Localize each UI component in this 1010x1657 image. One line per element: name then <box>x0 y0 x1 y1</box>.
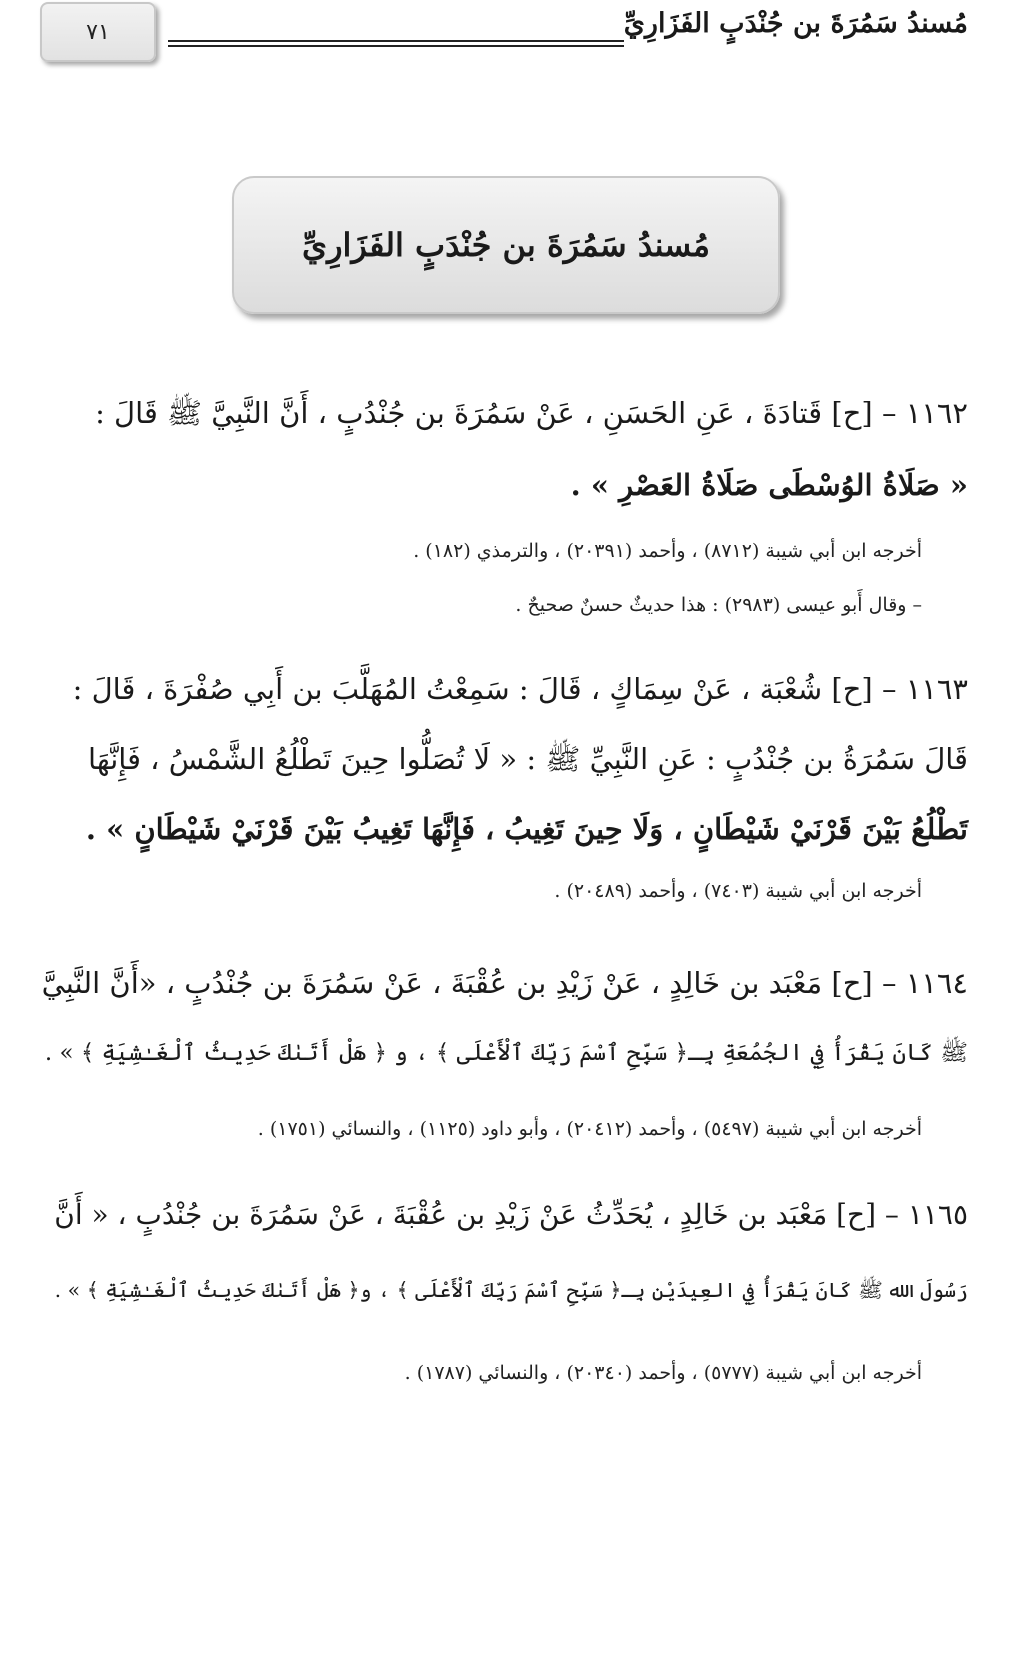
hadith-1163-line-3: تَطْلُعُ بَيْنَ قَرْنَيْ شَيْطَانٍ ، وَلَا حِينَ تَغِيبُ ، فَإِنَّهَا تَغِيبُ بَيْنَ قَرْنَيْ شَيْطَانٍ » . <box>85 812 968 846</box>
hadith-1162-line-2: « صَلَاةُ الوُسْطَى صَلَاةُ العَصْرِ » . <box>570 468 968 502</box>
page-number-text: ٧١ <box>86 19 110 45</box>
hadith-1162-line-1: ١١٦٢ – [ح] قَتادَةَ ، عَنِ الحَسَنِ ، عَنْ سَمُرَةَ بن جُنْدُبٍ ، أَنَّ النَّبِيَّ ﷺ قَالَ : <box>95 396 968 430</box>
hadith-1163-line-1: ١١٦٣ – [ح] شُعْبَة ، عَنْ سِمَاكٍ ، قَالَ : سَمِعْتُ المُهَلَّبَ بن أَبِي صُفْرَةَ ، قَالَ : <box>72 672 968 706</box>
hadith-1163-line-2: قَالَ سَمُرَةُ بن جُنْدُبٍ : عَنِ النَّبِيِّ ﷺ : « لَا تُصَلُّوا حِينَ تَطْلُعُ الشَّمْسُ ، فَإِنَّهَا <box>87 742 968 776</box>
hadith-1164-source: أخرجه ابن أبي شيبة (٥٤٩٧) ، وأحمد (٢٠٤١٢) ، وأبو داود (١١٢٥) ، والنسائي (١٧٥١) . <box>257 1118 922 1140</box>
hadith-1165-line-1: ١١٦٥ – [ح] مَعْبَد بن خَالِدٍ ، يُحَدِّثُ عَنْ زَيْدِ بن عُقْبَةَ ، عَنْ سَمُرَةَ بن جُنْدُبٍ ، « أَنَّ <box>54 1198 968 1231</box>
hadith-1165-line-2: رَسُولَ الله ﷺ كَانَ يَقْرَأُ فِي العِيدَيْنِ بِـ﴿ سَبِّحِ ٱسْمَ رَبِّكَ ٱلْأَعْلَى ﴾ ، و﴿ هَلْ أَتَىٰكَ حَدِيثُ ٱلْغَـٰشِيَةِ ﴾ » . <box>54 1278 968 1302</box>
hadith-1164-line-2: ﷺ كَانَ يَقْرَأُ فِي الجُمُعَةِ بِـ﴿ سَبِّحِ ٱسْمَ رَبِّكَ ٱلْأَعْلَى ﴾ ، و ﴿ هَلْ أَتَىٰكَ حَدِيثُ ٱلْغَـٰشِيَةِ ﴾ » . <box>44 1040 968 1066</box>
hadith-1162-source: أخرجه ابن أبي شيبة (٨٧١٢) ، وأحمد (٢٠٣٩١) ، والترمذي (١٨٢) . <box>413 540 922 562</box>
running-title: مُسندُ سَمُرَةَ بن جُنْدَبٍ الفَزَارِيِّ <box>623 8 968 39</box>
section-title-box <box>232 176 780 314</box>
hadith-1162-note: – وقال أَبو عيسى (٢٩٨٣) : هذا حديثٌ حسنٌ صحيحٌ . <box>515 594 922 616</box>
header-rule <box>168 40 624 47</box>
hadith-1163-source: أخرجه ابن أبي شيبة (٧٤٠٣) ، وأحمد (٢٠٤٨٩) . <box>554 880 922 902</box>
hadith-1164-line-1: ١١٦٤ – [ح] مَعْبَد بن خَالِدٍ ، عَنْ زَيْدِ بن عُقْبَةَ ، عَنْ سَمُرَةَ بن جُنْدُبٍ ، «أَنَّ النَّبِيَّ <box>41 966 968 1000</box>
section-title: مُسندُ سَمُرَةَ بن جُنْدَبٍ الفَزَارِيِّ <box>302 226 710 264</box>
hadith-1165-source: أخرجه ابن أبي شيبة (٥٧٧٧) ، وأحمد (٢٠٣٤٠) ، والنسائي (١٧٨٧) . <box>404 1362 922 1384</box>
page-number <box>40 2 156 62</box>
